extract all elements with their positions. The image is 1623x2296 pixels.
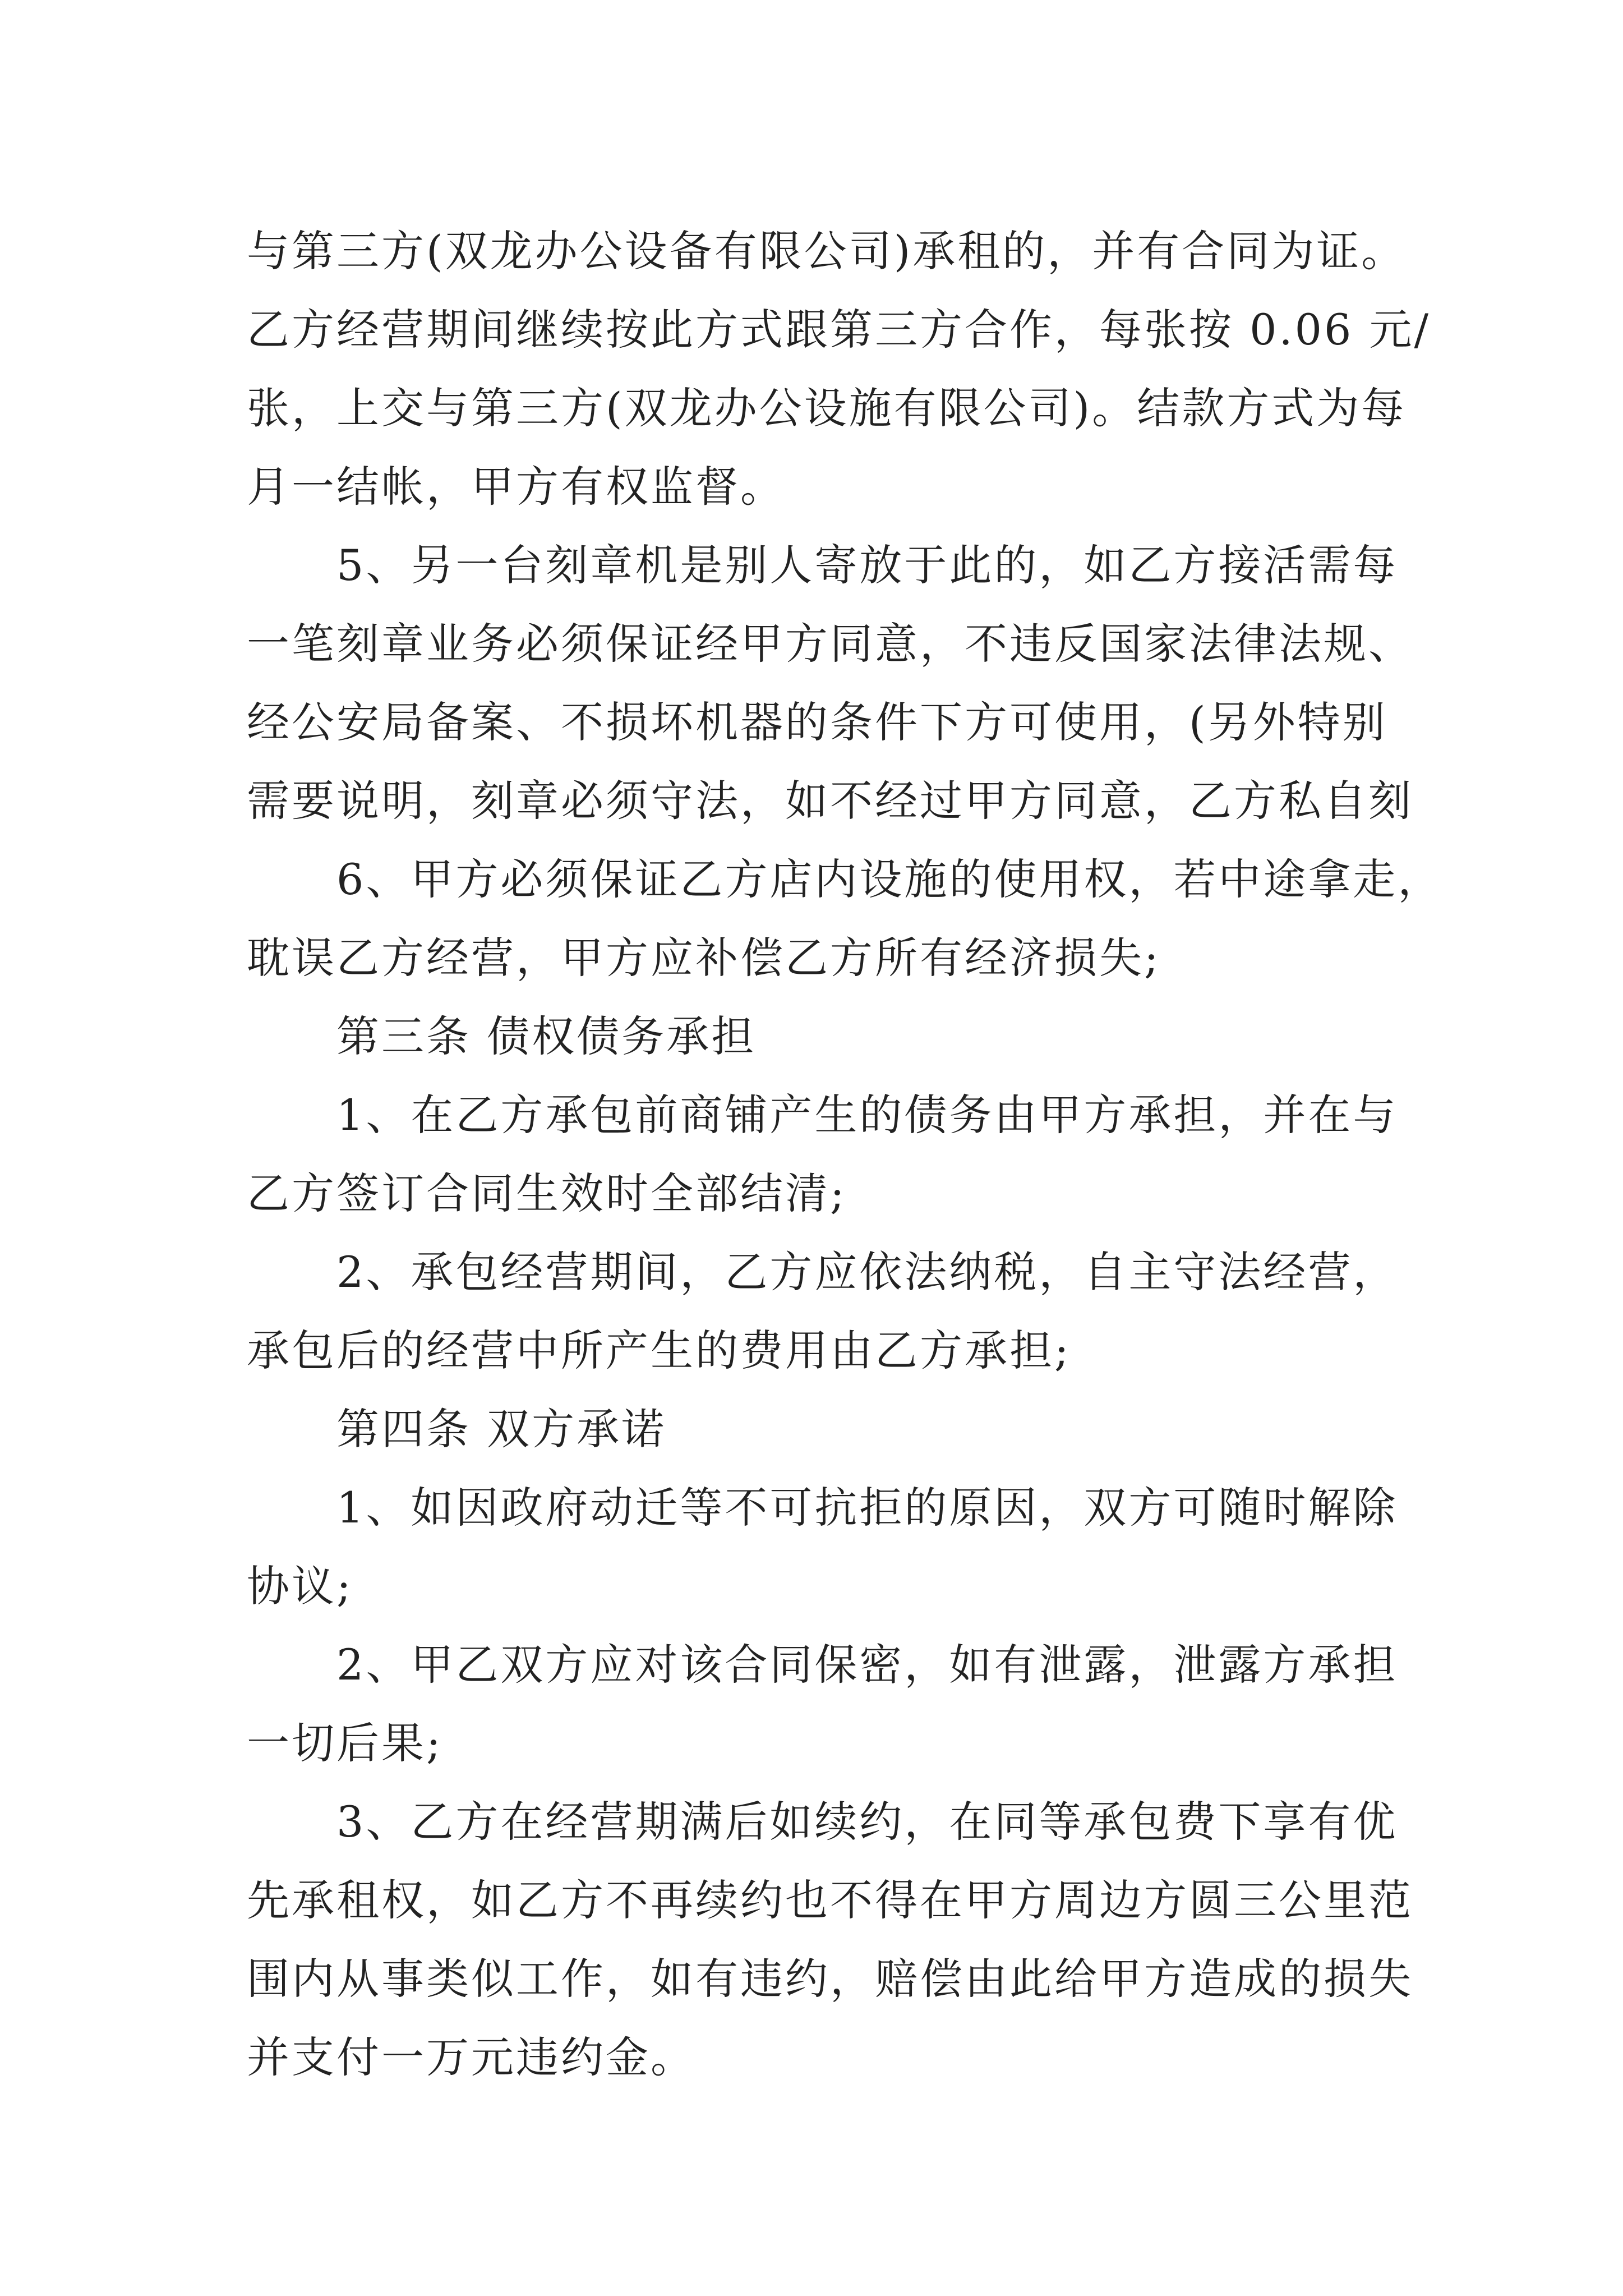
paragraph-line: 5、另一台刻章机是别人寄放于此的，如乙方接活需每: [336, 540, 1398, 590]
section-heading: 第四条 双方承诺: [336, 1404, 667, 1454]
paragraph-line: 围内从事类似工作，如有违约，赔偿由此给甲方造成的损失: [247, 1954, 1413, 2004]
paragraph-line: 并支付一万元违约金。: [247, 2032, 695, 2082]
paragraph-line: 乙方签订合同生效时全部结清;: [247, 1168, 847, 1218]
paragraph-line: 张，上交与第三方(双龙办公设施有限公司)。结款方式为每: [247, 383, 1407, 433]
document-body: [247, 212, 1443, 2097]
paragraph-line: 耽误乙方经营，甲方应补偿乙方所有经济损失;: [247, 933, 1161, 983]
paragraph-line: 经公安局备案、不损坏机器的条件下方可使用，(另外特别: [247, 697, 1387, 747]
paragraph-line: 承包后的经营中所产生的费用由乙方承担;: [247, 1326, 1071, 1375]
paragraph-line: 与第三方(双龙办公设备有限公司)承租的，并有合同为证。: [247, 226, 1407, 276]
paragraph-line: 需要说明，刻章必须守法，如不经过甲方同意，乙方私自刻: [247, 776, 1413, 826]
section-heading: 第三条 债权债务承担: [336, 1011, 757, 1061]
paragraph-line: 2、甲乙双方应对该合同保密，如有泄露，泄露方承担: [336, 1640, 1398, 1690]
paragraph-line: 协议;: [247, 1561, 353, 1611]
paragraph-line: 月一结帐，甲方有权监督。: [247, 462, 785, 512]
paragraph-line: 一笔刻章业务必须保证经甲方同意，不违反国家法律法规、: [247, 619, 1413, 669]
paragraph-line: 6、甲方必须保证乙方店内设施的使用权，若中途拿走，: [336, 854, 1443, 904]
paragraph-line: 一切后果;: [247, 1718, 443, 1768]
paragraph-line: 1、在乙方承包前商铺产生的债务由甲方承担，并在与: [336, 1090, 1398, 1140]
paragraph-line: 2、承包经营期间，乙方应依法纳税，自主守法经营，: [336, 1247, 1398, 1297]
paragraph-line: 1、如因政府动迁等不可抗拒的原因，双方可随时解除: [336, 1483, 1398, 1533]
paragraph-line: 3、乙方在经营期满后如续约，在同等承包费下享有优: [336, 1797, 1398, 1847]
paragraph-line: 先承租权，如乙方不再续约也不得在甲方周边方圆三公里范: [247, 1875, 1413, 1925]
paragraph-line: 乙方经营期间继续按此方式跟第三方合作，每张按 0.06 元/: [247, 305, 1431, 355]
